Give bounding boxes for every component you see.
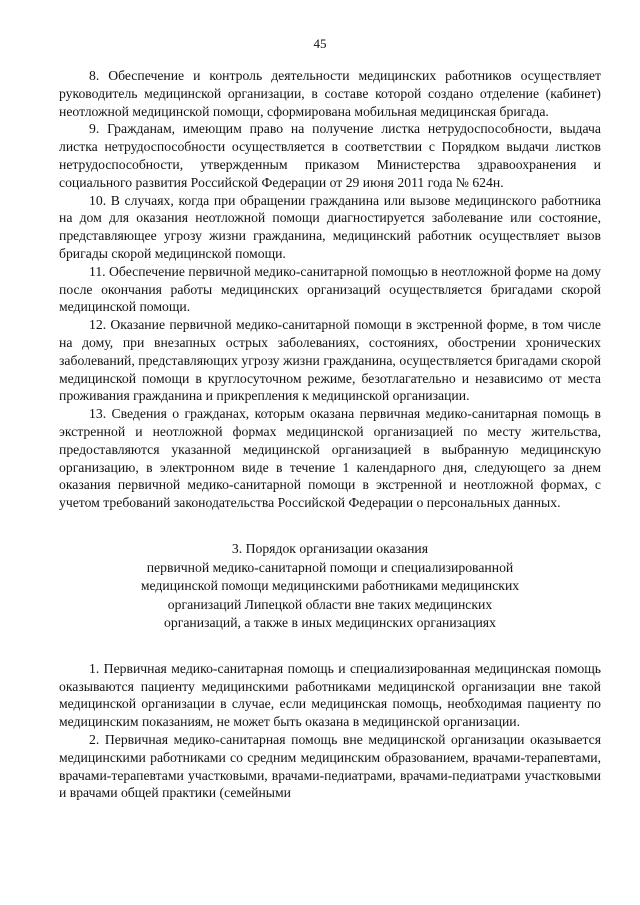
paragraph-8: 8. Обеспечение и контроль деятельности медицинских работников осуществляет руководитель медицинской организации, в составе которой создано отделение (кабинет) неотложной медицинской помощи, сформирована мобильная медицинская бригада.: [59, 68, 601, 119]
section-heading-line: организаций, а также в иных медицинских организациях: [164, 615, 496, 631]
section-heading-line: первичной медико-санитарной помощи и специализированной: [146, 559, 514, 575]
section-heading: [59, 540, 601, 633]
document-body: [59, 67, 601, 802]
section-paragraph-2: 2. Первичная медико-санитарная помощь вне медицинской организации оказывается медицинскими работниками со средним медицинским образованием, врачами-терапевтами, врачами-терапевтами участковыми, врачами-педиатрами, врачами-педиатрами участковыми и врачами общей практики (семейными: [59, 732, 601, 801]
paragraph-10: 10. В случаях, когда при обращении гражданина или вызове медицинского работника на дом для оказания неотложной помощи диагностируется заболевание или состояние, представляющее угрозу жизни гражданина, медицинский работник осуществляет вызов бригады скорой медицинской помощи.: [59, 192, 601, 261]
section-heading-line: 3. Порядок организации оказания: [231, 540, 429, 556]
section-heading-line: организаций Липецкой области вне таких медицинских: [167, 596, 493, 612]
paragraph-9: 9. Гражданам, имеющим право на получение листка нетрудоспособности, выдача листка нетрудоспособности осуществляется в соответствии с Порядком выдачи листков нетрудоспособности, утвержденным приказом Министерства здравоохранения и социального развития Российской Федерации от 29 июня 2011 года № 624н.: [59, 121, 601, 190]
section-heading-line: медицинской помощи медицинскими работниками медицинских: [140, 578, 520, 594]
page-number: 45: [313, 36, 327, 51]
paragraph-11: 11. Обеспечение первичной медико-санитарной помощью в неотложной форме на дому после окончания работы медицинских организаций осуществляется бригадами скорой медицинской помощи.: [59, 263, 601, 315]
paragraph-12: 12. Оказание первичной медико-санитарной помощи в экстренной форме, в том числе на дому, при внезапных острых заболеваниях, состояниях, обострении хронических заболеваний, представляющих угрозу жизни гражданина, осуществляется бригадами скорой медицинской помощи в круглосуточном режиме, безотлагательно и независимо от места проживания гражданина и прикрепления к медицинской организации.: [59, 317, 601, 404]
section-paragraph-1: 1. Первичная медико-санитарная помощь и специализированная медицинская помощь оказываются пациенту медицинскими работниками медицинской организации вне такой медицинской организации в случае, если медицинская помощь, необходимая пациенту по медицинским показаниям, не может быть оказана в медицинской организации.: [59, 660, 601, 730]
paragraph-13: 13. Сведения о гражданах, которым оказана первичная медико-санитарная помощь в экстренной и неотложной формах медицинской организацией по месту жительства, предоставляются указанной медицинской организацией в выбранную медицинскую организацию, в электронном виде в течение 1 календарного дня, следующего за днем оказания первичной медико-санитарной помощи в экстренной и неотложной формах, с учетом требований законодательства Российской Федерации о персональных данных.: [59, 406, 601, 511]
